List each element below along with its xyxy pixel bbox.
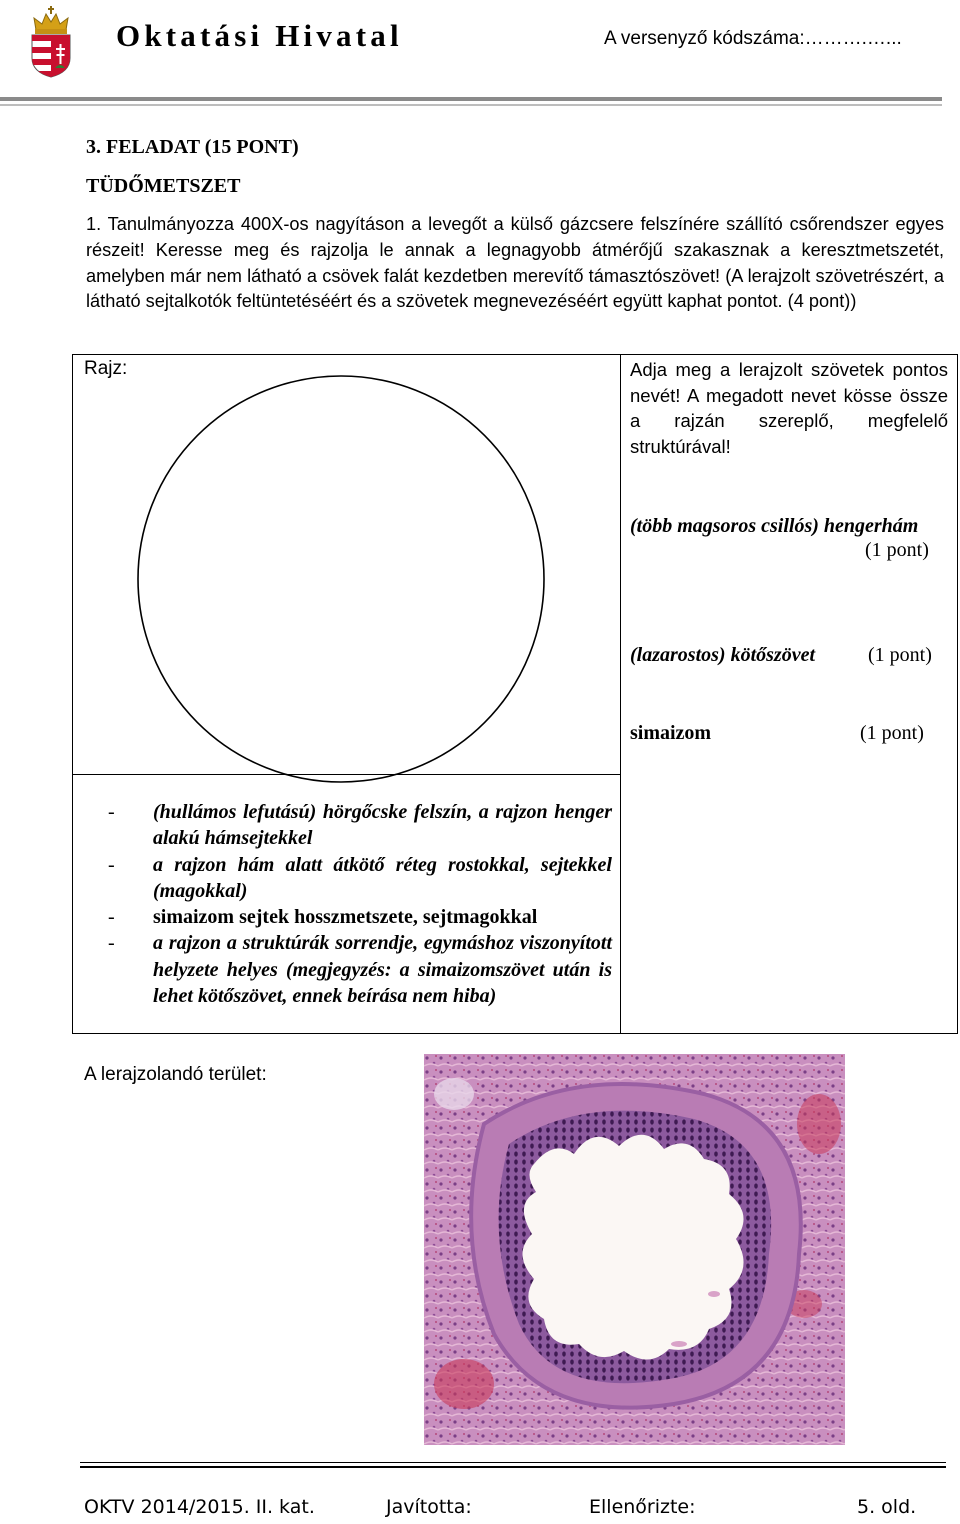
footer-page-number: 5. old. (857, 1496, 917, 1518)
footer-checked: Ellenőrizte: (589, 1496, 696, 1518)
organization-name: Oktatási Hivatal (116, 18, 403, 53)
task-title: 3. FELADAT (15 PONT) (86, 136, 299, 158)
instruction-number: 1. (86, 214, 102, 234)
instruction-text: Tanulmányozza 400X-os nagyításon a levegőt a külső gázcsere felszínére szállító csőrendszer egyes részeit! Keresse meg és rajzolja le annak a legnagyobb átmérőjű szakasznak a keresztmetszetét, amelyben már nem látható a csövek falát kezdetben merevítő támasztószövet! (A lerajzolt szövetrészért, a látható sejtalkotók feltüntetéséért és a szövetek megnevezéséért együtt kaphat pontot. (4 pont)) (86, 214, 944, 312)
scoring-criteria (108, 799, 612, 1009)
area-label: A lerajzolandó terület: (84, 1064, 267, 1085)
criterion-dash: - (108, 932, 115, 955)
answer-epithelium: (több magsoros csillós) hengerhám (630, 515, 919, 537)
criterion-text: a rajzon a struktúrák sorrendje, egymáshoz viszonyított helyzete helyes (megjegyzés: a simaizomszövet után is lehet kötőszövet, ennek beírása nem hiba) (153, 932, 612, 1008)
header-divider (0, 97, 942, 101)
drawing-label: Rajz: (84, 358, 128, 379)
criterion-text: a rajzon hám alatt átkötő réteg rostokkal, sejtekkel (magokkal) (153, 853, 612, 902)
answer-epithelium-points: (1 pont) (865, 539, 929, 561)
criterion-dash: - (108, 906, 115, 929)
criterion-dash: - (108, 801, 115, 823)
criterion-dash: - (108, 853, 115, 876)
footer-divider (80, 1462, 946, 1463)
lung-micrograph (424, 1054, 845, 1445)
task-instruction (86, 212, 944, 315)
coat-of-arms-icon (28, 6, 74, 78)
footer-corrected: Javította: (386, 1496, 472, 1518)
drawing-circle[interactable] (136, 374, 546, 784)
contestant-code-label: A versenyző kódszáma:……….…... (604, 28, 902, 49)
answer-connective-tissue-points: (1 pont) (868, 644, 932, 666)
task-subtitle: TÜDŐMETSZET (86, 175, 241, 197)
answer-connective-tissue: (lazarostos) kötőszövet (630, 644, 815, 666)
footer-contest: OKTV 2014/2015. II. kat. (84, 1496, 315, 1518)
criterion-item (108, 930, 612, 1009)
answer-smooth-muscle: simaizom (630, 722, 712, 744)
criterion-item (108, 852, 612, 905)
criterion-item (108, 799, 612, 852)
answer-smooth-muscle-points: (1 pont) (860, 722, 924, 744)
criterion-text: (hullámos lefutású) hörgőcske felszín, a rajzon henger alakú hámsejtekkel (153, 801, 612, 850)
criterion-item (108, 904, 612, 930)
footer-divider-thick (80, 1466, 946, 1468)
table-divider-vertical (620, 354, 621, 1034)
header-divider-thin (0, 104, 942, 106)
tissue-names-instruction: Adja meg a lerajzolt szövetek pontos nevét! A megadott nevet kösse össze a rajzán szereplő, megfelelő struktúrával! (630, 359, 948, 457)
criterion-text: simaizom sejtek hosszmetszete, sejtmagokkal (153, 906, 538, 929)
